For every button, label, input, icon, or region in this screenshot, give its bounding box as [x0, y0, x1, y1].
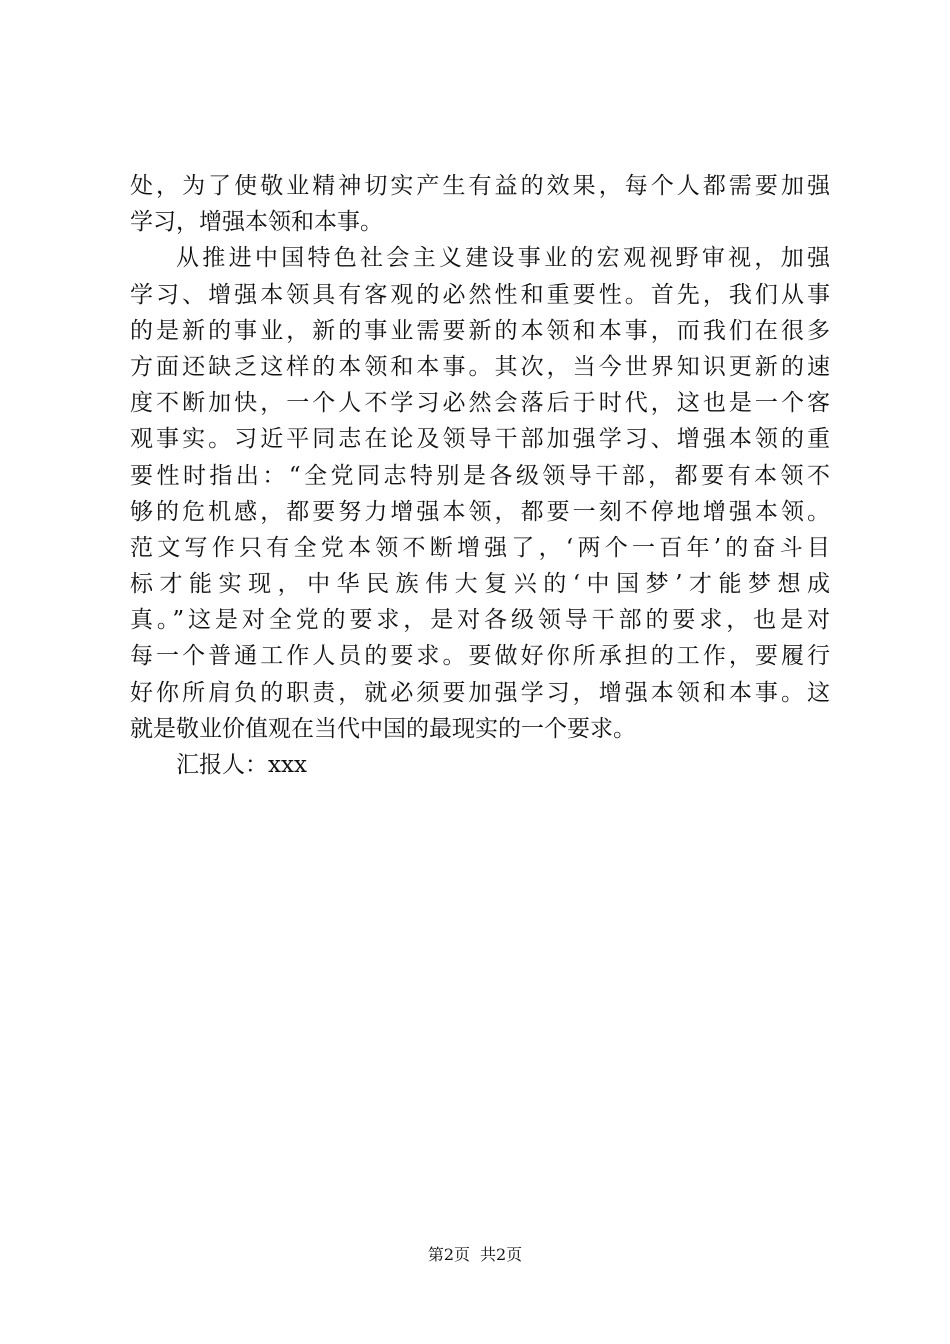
text-line: 的是新的事业，新的事业需要新的本领和本事，而我们在很多 [130, 317, 830, 344]
text-line: 要性时指出：“全党同志特别是各级领导干部，都要有本领不 [130, 462, 830, 489]
body-text [130, 168, 830, 783]
text-line: 每一个普通工作人员的要求。要做好你所承担的工作，要履行 [130, 643, 830, 670]
text-line: 好你所肩负的职责，就必须要加强学习，增强本领和本事。这 [130, 679, 830, 706]
page-number: 第2页 [427, 1245, 470, 1264]
text-line: 从推进中国特色社会主义建设事业的宏观视野审视，加强 [176, 245, 830, 272]
page-footer [0, 1244, 950, 1266]
text-line: 标才能实现，中华民族伟大复兴的‘中国梦’才能梦想成 [130, 571, 830, 598]
text-line: 方面还缺乏这样的本领和本事。其次，当今世界知识更新的速 [130, 353, 830, 380]
text-line: 观事实。习近平同志在论及领导干部加强学习、增强本领的重 [130, 426, 830, 453]
text-line: 处，为了使敬业精神切实产生有益的效果，每个人都需要加强 [130, 173, 830, 199]
reporter-line: 汇报人：xxx [176, 752, 307, 778]
text-line: 度不断加快，一个人不学习必然会落后于时代，这也是一个客 [130, 390, 830, 417]
text-line: 学习，增强本领和本事。 [130, 209, 383, 236]
text-line: 就是敬业价值观在当代中国的最现实的一个要求。 [130, 715, 636, 742]
text-line: 真。”这是对全党的要求，是对各级领导干部的要求，也是对 [130, 607, 830, 634]
text-line: 范文写作只有全党本领不断增强了，‘两个一百年’的奋斗目 [130, 534, 830, 561]
text-line: 学习、增强本领具有客观的必然性和重要性。首先，我们从事 [130, 281, 830, 308]
text-line: 够的危机感，都要努力增强本领，都要一刻不停地增强本领。 [130, 498, 830, 525]
page-total: 共2页 [480, 1245, 523, 1264]
